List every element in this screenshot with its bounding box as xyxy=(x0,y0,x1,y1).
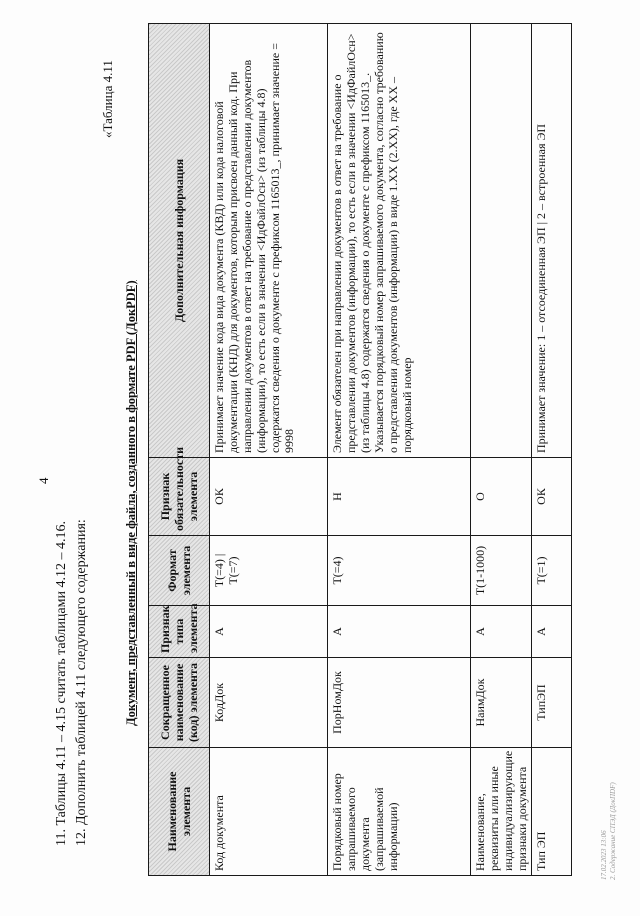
header-info: Дополнительная информация xyxy=(149,24,210,458)
cell-mandatory: ОК xyxy=(532,458,572,536)
cell-name: Порядковый номер запрашиваемого документа (запрашиваемой информации) xyxy=(328,748,471,876)
data-table xyxy=(148,23,572,876)
cell-type: А xyxy=(210,606,328,658)
header-format: Формат элемента xyxy=(149,536,210,606)
table-row xyxy=(328,24,471,876)
item-12: 12. Дополнить таблицей 4.11 следующего содержания: xyxy=(74,519,89,846)
cell-name: Тип ЭП xyxy=(532,748,572,876)
cell-format: Т(1-1000) xyxy=(471,536,532,606)
cell-info: Принимает значение: 1 – отсоединенная ЭП | 2 – встроенная ЭП xyxy=(532,24,572,458)
table-reference: «Таблица 4.11 xyxy=(100,60,115,138)
table-title: Документ, представленный в виде файла, созданного в формате PDF (ДокPDF) xyxy=(124,280,138,726)
cell-type: А xyxy=(532,606,572,658)
table-row xyxy=(210,24,328,876)
table-row xyxy=(471,24,532,876)
table-row xyxy=(532,24,572,876)
cell-short: ПорНомДок xyxy=(328,658,471,748)
cell-name: Наименование, реквизиты или иные индивидуализирующие признаки документа xyxy=(471,748,532,876)
cell-format: Т(=4) | Т(=7) xyxy=(210,536,328,606)
header-name: Наименование элемента xyxy=(149,748,210,876)
cell-mandatory: ОК xyxy=(210,458,328,536)
cell-info: Элемент обязателен при направлении документов в ответ на требование о представлении документов (информации), то есть если в значении <ИдФайлОсн> (из таблицы 4.8) содержатся сведения о документе с префиксом 1165013_. Указывается порядковый номер запрашиваемого документа, согласно требованию о представлении документов (информации) в виде 1.XX (2.XX), где XX – порядковый номер xyxy=(328,24,471,458)
header-type: Признак типа элемента xyxy=(149,606,210,658)
cell-format: Т(=4) xyxy=(328,536,471,606)
cell-info: Принимает значение кода вида документа (КВД) или кода налоговой документации (КНД) для документов, которым присвоен данный код. При направлении документов в ответ на требование о представлении документов (информации), то есть если в значении <ИдФайлОсн> (из таблицы 4.8) содержатся сведения о документе с префиксом 1165013_, принимает значение = 9998 xyxy=(210,24,328,458)
cell-mandatory: Н xyxy=(328,458,471,536)
cell-format: Т(=1) xyxy=(532,536,572,606)
header-short: Сокращенное наименование (код) элемента xyxy=(149,658,210,748)
item-11: 11. Таблицы 4.11 – 4.15 считать таблицами 4.12 – 4.16. xyxy=(54,521,69,846)
cell-type: А xyxy=(328,606,471,658)
cell-short: НаимДок xyxy=(471,658,532,748)
cell-short: КодДок xyxy=(210,658,328,748)
page-number: 4 xyxy=(36,477,51,484)
cell-name: Код документа xyxy=(210,748,328,876)
cell-type: А xyxy=(471,606,532,658)
cell-info xyxy=(471,24,532,458)
stamp-line: 17.02.2023 13:06 xyxy=(600,830,608,880)
cell-mandatory: О xyxy=(471,458,532,536)
document-stamp xyxy=(600,782,618,880)
stamp-line: 2. Содержание СПЭД (ДокПDF) xyxy=(609,782,617,880)
cell-short: ТипЭП xyxy=(532,658,572,748)
table-header-row xyxy=(149,24,210,876)
header-mandatory: Признак обязательности элемента xyxy=(149,458,210,536)
